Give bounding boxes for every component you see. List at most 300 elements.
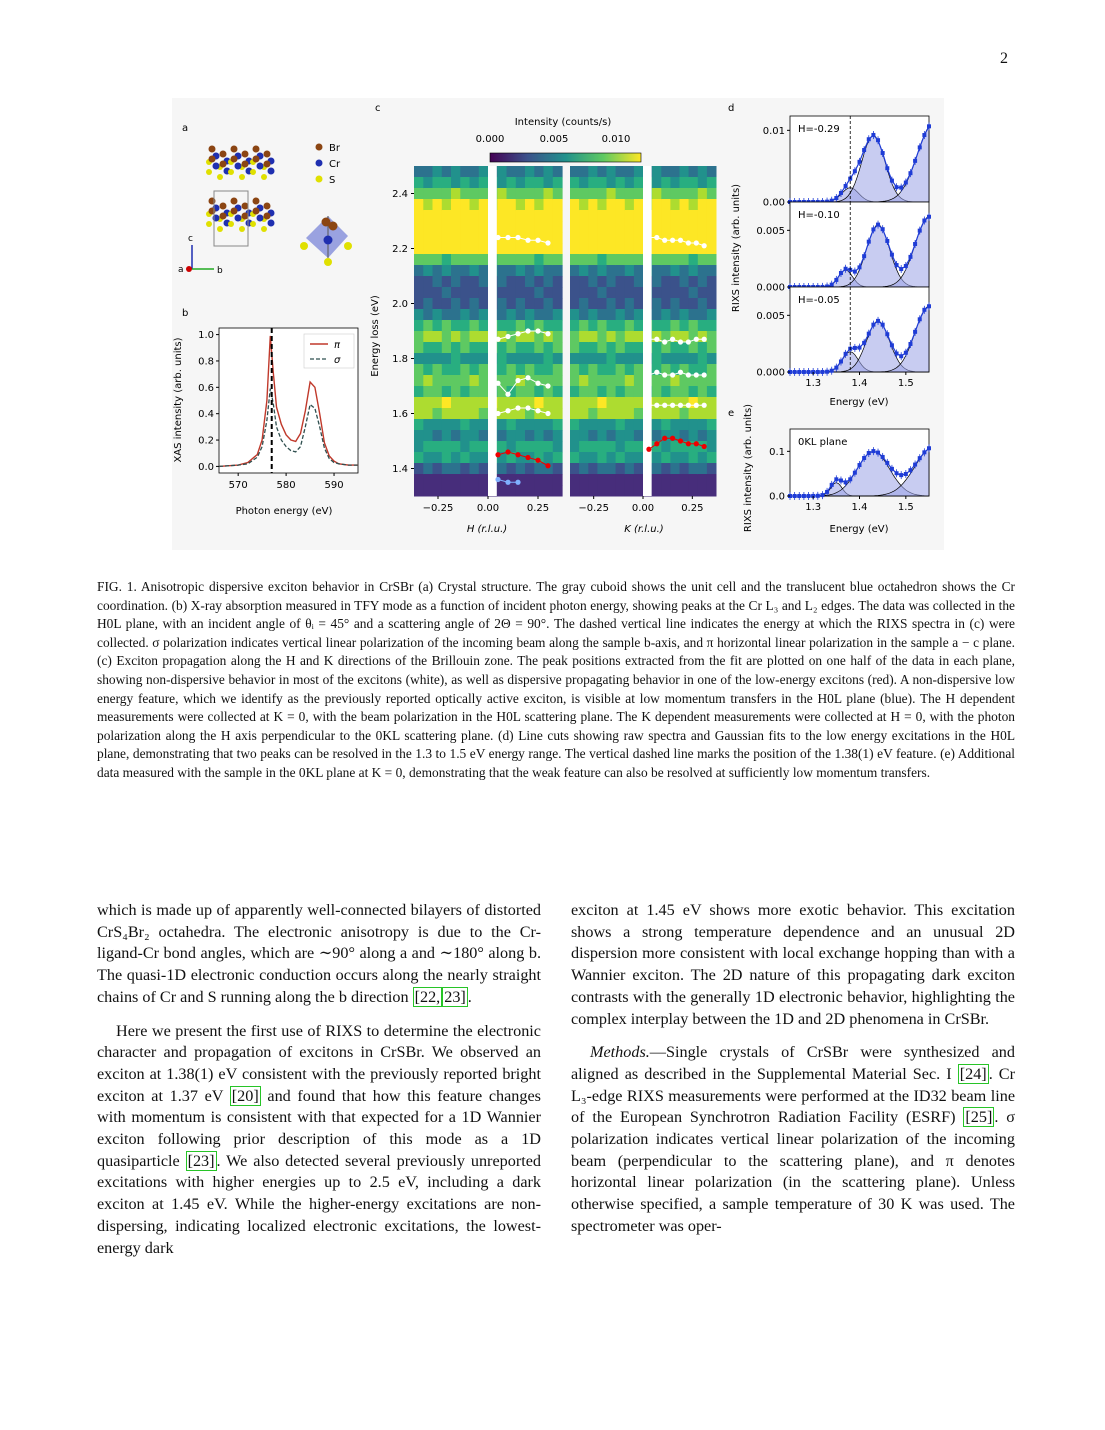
ref-20-link[interactable]: [20] <box>231 1086 259 1105</box>
heatmap-cell <box>616 419 626 431</box>
heatmap-cell <box>625 166 635 178</box>
linecut-3-data-point <box>807 370 811 374</box>
heatmap-cell <box>470 243 480 255</box>
heatmap-cell <box>534 188 544 200</box>
heatmap-cell <box>597 276 607 288</box>
br-atom <box>253 146 260 153</box>
heatmap-cell <box>680 474 690 486</box>
heatmap-cell <box>534 474 544 486</box>
white-peak-point <box>654 337 659 342</box>
right-p2-text-c: . σ polarization indicates vertical linear polarization of the incoming beam (perpendicular to the scattering plane), and π denotes horizontal linear polarization (in the scattering plane). Unless otherwise specified, a sample temperature of 30 K was used. The spectrometer was oper- <box>571 1108 1015 1235</box>
heatmap-cell <box>680 452 690 464</box>
white-peak-point <box>505 408 510 413</box>
heatmap-cell <box>423 452 433 464</box>
heatmap-cell <box>470 287 480 299</box>
heatmap-cell <box>707 254 717 266</box>
heatmap-cell <box>689 353 699 365</box>
heatmap-cell <box>616 452 626 464</box>
heatmap-cell <box>707 397 717 409</box>
heatmap-cell <box>607 441 617 453</box>
heatmap-cell <box>698 166 708 178</box>
white-peak-point <box>662 372 667 377</box>
heatmap-cell <box>553 287 563 299</box>
heatmap-cell <box>534 353 544 365</box>
heatmap-cell <box>588 320 598 332</box>
linecut-2-data-point <box>876 223 880 227</box>
left-p2-text-a: Here we present the first use of RIXS to determine the electronic character and propagation of excitons in CrSBr. We observed an exciton at 1.38(1) eV consistent with the previously reported bright exciton at 1.37 eV <box>97 1021 541 1105</box>
heatmap-cell <box>634 375 644 387</box>
heatmap-cell <box>607 419 617 431</box>
linecut-e-data-point <box>839 478 843 482</box>
heatmap-cell <box>414 342 424 354</box>
heatmap-cell <box>661 474 671 486</box>
white-peak-point <box>525 328 530 333</box>
heatmap-cell <box>433 166 443 178</box>
heatmap-cell <box>652 353 662 365</box>
linecut-2-data-point <box>834 278 838 282</box>
heatmap-ytick-label: 2.2 <box>392 244 408 255</box>
heatmap-cell <box>570 408 580 420</box>
white-peak-point <box>646 337 651 342</box>
s-atom <box>228 169 234 175</box>
heatmap-cell <box>544 177 554 189</box>
linecut-e-data-point <box>885 461 889 465</box>
white-peak-point <box>702 337 707 342</box>
heatmap-cell <box>634 287 644 299</box>
red-peak-point <box>702 444 707 449</box>
heatmap-cell <box>661 210 671 222</box>
red-peak-point <box>505 449 510 454</box>
red-peak-point <box>646 447 651 452</box>
heatmap-cell <box>670 386 680 398</box>
heatmap-cell <box>479 474 489 486</box>
heatmap-cell <box>588 309 598 321</box>
heatmap-cell <box>507 188 517 200</box>
linecut-1-data-point <box>853 169 857 173</box>
xas-xtick-label: 570 <box>228 480 248 491</box>
heatmap-cell <box>579 320 589 332</box>
heatmap-cell <box>479 276 489 288</box>
heatmap-cell <box>661 177 671 189</box>
heatmap-cell <box>451 221 461 233</box>
heatmap-cell <box>451 452 461 464</box>
heatmap-cell <box>707 485 717 497</box>
heatmap-cell <box>616 199 626 211</box>
heatmap-cell <box>423 221 433 233</box>
heatmap-cell <box>479 485 489 497</box>
heatmap-cell <box>588 298 598 310</box>
panel-label-b: b <box>182 308 189 319</box>
heatmap-cell <box>698 386 708 398</box>
white-peak-point <box>525 405 530 410</box>
heatmap-cell <box>553 463 563 475</box>
heatmap-cell <box>607 309 617 321</box>
s-atom <box>217 226 223 232</box>
xas-legend-sigma: σ <box>334 355 341 366</box>
heatmap-cell <box>507 353 517 365</box>
heatmap-cell <box>588 485 598 497</box>
heatmap-cell <box>680 386 690 398</box>
heatmap-cell <box>507 364 517 376</box>
heatmap-cell <box>414 375 424 387</box>
heatmap-cell <box>616 386 626 398</box>
heatmap-cell <box>460 419 470 431</box>
heatmap-cell <box>616 485 626 497</box>
heatmap-cell <box>553 265 563 277</box>
heatmap-ytick-label: 1.4 <box>392 464 408 475</box>
heatmap-cell <box>689 210 699 222</box>
heatmap-cell <box>497 199 507 211</box>
heatmap-cell <box>570 166 580 178</box>
heatmap-cell <box>689 452 699 464</box>
heatmap-cell <box>507 287 517 299</box>
heatmap-cell <box>634 243 644 255</box>
heatmap-cell <box>588 419 598 431</box>
heatmap-cell <box>516 276 526 288</box>
linecut-3-data-point <box>918 317 922 321</box>
heatmap-cell <box>579 265 589 277</box>
red-peak-point <box>678 438 683 443</box>
heatmap-cell <box>661 452 671 464</box>
linecut-2-data-point <box>844 267 848 271</box>
heatmap-cell <box>607 298 617 310</box>
heatmap-cell <box>442 419 452 431</box>
linecut-2-data-point <box>904 264 908 268</box>
heatmap-cell <box>553 243 563 255</box>
heatmap-cell <box>698 188 708 200</box>
heatmap-cell <box>470 298 480 310</box>
xas-ytick-label: 0.6 <box>198 382 214 394</box>
heatmap-cell <box>579 243 589 255</box>
heatmap-cell <box>433 331 443 343</box>
heatmap-cell <box>525 188 535 200</box>
heatmap-cell <box>451 166 461 178</box>
linecut-2-data-point <box>862 254 866 258</box>
heatmap-cell <box>516 485 526 497</box>
heatmap-cell <box>670 419 680 431</box>
left-p1-text: which is made up of apparently well-connected bilayers of distorted CrS₄Br₂ octahedra. The electronic anisotropy is due to the Cr-ligand-Cr bond angles, which are ∼90° along a and ∼180° along b. The quasi-1D electronic conduction occurs along the nearly straight chains of Cr and S running along the b direction <box>97 901 541 1006</box>
linecut-e-ytick-label: 0.0 <box>769 491 785 503</box>
white-peak-point <box>670 337 675 342</box>
heatmap-cell <box>625 188 635 200</box>
white-peak-point <box>670 403 675 408</box>
white-peak-point <box>646 235 651 240</box>
heatmap-cell <box>553 177 563 189</box>
heatmap-cell <box>607 276 617 288</box>
heatmap-cell <box>516 177 526 189</box>
heatmap-cell <box>661 386 671 398</box>
heatmap-cell <box>516 188 526 200</box>
heatmap-cell <box>479 298 489 310</box>
heatmap-cell <box>553 342 563 354</box>
linecut-1-data-point <box>844 184 848 188</box>
linecut-e-data-point <box>908 468 912 472</box>
heatmap-cell <box>470 364 480 376</box>
heatmap-cell <box>423 265 433 277</box>
white-peak-point <box>505 392 510 397</box>
linecut-2-data-point <box>922 219 926 223</box>
heatmap-cell <box>634 452 644 464</box>
heatmap-cell <box>544 166 554 178</box>
heatmap-cell <box>625 463 635 475</box>
heatmap-cell <box>544 221 554 233</box>
heatmap-cell <box>497 463 507 475</box>
heatmap-cell <box>616 210 626 222</box>
heatmap-cell <box>470 430 480 442</box>
heatmap-cell <box>544 254 554 266</box>
heatmap-cell <box>588 276 598 288</box>
heatmap-cell <box>698 408 708 420</box>
linecut-e-data-point <box>802 494 806 498</box>
heatmap-cell <box>516 463 526 475</box>
heatmap-cell <box>451 364 461 376</box>
heatmap-cell <box>597 287 607 299</box>
panel-label-a: a <box>182 123 189 134</box>
heatmap-cell <box>616 430 626 442</box>
heatmap-cell <box>460 287 470 299</box>
heatmap-cell <box>525 309 535 321</box>
cr-atom <box>257 215 264 222</box>
heatmap-cell <box>652 430 662 442</box>
heatmap-cell <box>433 474 443 486</box>
heatmap-cell <box>634 364 644 376</box>
heatmap-cell <box>670 254 680 266</box>
heatmap-cell <box>607 243 617 255</box>
heatmap-cell <box>451 375 461 387</box>
heatmap-cell <box>570 199 580 211</box>
heatmap-cell <box>544 188 554 200</box>
heatmap-cell <box>479 364 489 376</box>
heatmap-cell <box>451 254 461 266</box>
heatmap-cell <box>698 309 708 321</box>
heatmap-cell <box>433 188 443 200</box>
heatmap-cell <box>433 452 443 464</box>
heatmap-cell <box>414 408 424 420</box>
heatmap-cell <box>579 210 589 222</box>
heatmap-cell <box>698 452 708 464</box>
ref-24-link[interactable]: [24] <box>959 1064 987 1083</box>
heatmap-cell <box>433 353 443 365</box>
heatmap-cell <box>607 364 617 376</box>
heatmap-cell <box>451 320 461 332</box>
ref-22-link[interactable]: [22, <box>414 987 441 1006</box>
heatmap-cell <box>479 397 489 409</box>
heatmap-cell <box>607 188 617 200</box>
linecut-2-data-point <box>867 240 871 244</box>
heatmap-cell <box>570 254 580 266</box>
heatmap-cell <box>707 375 717 387</box>
heatmap-cell <box>497 287 507 299</box>
linecut-e-data-point <box>913 463 917 467</box>
heatmap-cell <box>479 342 489 354</box>
heatmap-cell <box>607 452 617 464</box>
heatmap-cell <box>597 419 607 431</box>
ref-23b-link[interactable]: [23] <box>187 1151 215 1170</box>
heatmap-cell <box>634 408 644 420</box>
heatmap-cell <box>553 199 563 211</box>
s-atom <box>261 226 267 232</box>
heatmap-cell <box>460 177 470 189</box>
heatmap-cell <box>433 485 443 497</box>
panel-label-e: e <box>728 408 735 419</box>
white-peak-point <box>646 372 651 377</box>
heatmap-cell <box>507 210 517 222</box>
heatmap-cell <box>670 320 680 332</box>
heatmap-cell <box>634 386 644 398</box>
heatmap-cell <box>680 265 690 277</box>
heatmap-cell <box>460 375 470 387</box>
heatmap-cell <box>544 485 554 497</box>
blue-peak-point <box>515 480 520 485</box>
heatmap-cell <box>460 397 470 409</box>
heatmap-cell <box>479 243 489 255</box>
heatmap-cell <box>553 441 563 453</box>
heatmap-cell <box>442 265 452 277</box>
heatmap-cell <box>544 353 554 365</box>
s-atom <box>250 169 256 175</box>
heatmap-cell <box>597 364 607 376</box>
heatmap-cell <box>433 210 443 222</box>
heatmap-cell <box>661 276 671 288</box>
linecut-e-data-point <box>820 493 824 497</box>
linecut-3-data-point <box>797 370 801 374</box>
linecut-e-data-point <box>927 446 931 450</box>
heatmap-cell <box>451 232 461 244</box>
linecut-1-data-point <box>885 166 889 170</box>
heatmap-cell <box>707 320 717 332</box>
heatmap-cell <box>607 221 617 233</box>
heatmap-cell <box>525 419 535 431</box>
heatmap-cell <box>570 276 580 288</box>
heatmap-cell <box>588 221 598 233</box>
heatmap-cell <box>588 452 598 464</box>
heatmap-cell <box>433 276 443 288</box>
heatmap-cell <box>588 430 598 442</box>
heatmap-cell <box>625 232 635 244</box>
heatmap-cell <box>661 320 671 332</box>
red-peak-point <box>545 463 550 468</box>
linecut-1-data-point <box>871 133 875 137</box>
heatmap-cell <box>497 188 507 200</box>
heatmap-cell <box>689 177 699 189</box>
linecut-3-xtick-label: 1.4 <box>851 378 868 389</box>
linecut-e-data-point <box>899 473 903 477</box>
heatmap-cell <box>680 287 690 299</box>
heatmap-cell <box>625 287 635 299</box>
heatmap-cell <box>625 276 635 288</box>
heatmap-cell <box>661 287 671 299</box>
linecut-e-data-point <box>858 463 862 467</box>
heatmap-cell <box>652 342 662 354</box>
white-peak-point <box>654 370 659 375</box>
br-atom <box>264 161 271 168</box>
heatmap-cell <box>516 199 526 211</box>
heatmap-cell <box>597 210 607 222</box>
heatmap-cell <box>433 441 443 453</box>
heatmap-cell <box>423 441 433 453</box>
br-atom <box>253 156 260 163</box>
heatmap-cell <box>507 199 517 211</box>
heatmap-cell <box>525 177 535 189</box>
heatmap-cell <box>470 254 480 266</box>
heatmap-cell <box>579 177 589 189</box>
heatmap-cell <box>579 364 589 376</box>
linecut-3-ytick-label: 0.005 <box>756 310 785 322</box>
heatmap-cell <box>414 276 424 288</box>
heatmap-cell <box>423 353 433 365</box>
linecut-3-data-point <box>820 370 824 374</box>
heatmap-cell <box>607 331 617 343</box>
linecut-2-data-point <box>885 239 889 243</box>
linecut-e-data-point <box>904 472 908 476</box>
linecut-1-ytick-label: 0.01 <box>762 125 785 137</box>
heatmap-cell <box>470 331 480 343</box>
white-peak-point <box>515 235 520 240</box>
white-peak-point <box>678 403 683 408</box>
heatmap-cell <box>634 298 644 310</box>
colorbar-tick-2: 0.010 <box>601 134 631 145</box>
heatmap-cell <box>634 309 644 321</box>
heatmap-cell <box>579 386 589 398</box>
heatmap-cell <box>625 265 635 277</box>
heatmap-cell <box>680 298 690 310</box>
heatmap-cell <box>451 419 461 431</box>
linecut-1-data-point <box>876 138 880 142</box>
heatmap-cell <box>451 276 461 288</box>
linecut-3-data-point <box>862 341 866 345</box>
heatmap-cell <box>525 474 535 486</box>
heatmap-cell <box>707 463 717 475</box>
linecut-e-data-point <box>825 490 829 494</box>
heatmap-cell <box>479 463 489 475</box>
heatmap-cell <box>433 254 443 266</box>
heatmap-cell <box>470 232 480 244</box>
heatmap-cell <box>451 188 461 200</box>
heatmap-cell <box>579 331 589 343</box>
heatmap-cell <box>433 221 443 233</box>
br-atom <box>220 203 227 210</box>
heatmap-cell <box>534 210 544 222</box>
heatmap-cell <box>698 298 708 310</box>
heatmap-cell <box>579 221 589 233</box>
heatmap-cell <box>460 331 470 343</box>
heatmap-cell <box>414 364 424 376</box>
heatmap-cell <box>423 254 433 266</box>
heatmap-cell <box>414 463 424 475</box>
heatmap-gap <box>643 166 652 496</box>
heatmap-cell <box>423 210 433 222</box>
heatmap-cell <box>570 331 580 343</box>
heatmap-cell <box>680 353 690 365</box>
heatmap-cell <box>597 320 607 332</box>
heatmap-cell <box>698 232 708 244</box>
heatmap-cell <box>433 320 443 332</box>
right-paragraph-1: exciton at 1.45 eV shows more exotic behavior. This excitation shows a strong temperature dependence and an unusual 2D dispersion more consistent with local exchange hopping than with a Wannier exciton. The 2D nature of this propagating dark exciton contrasts with the generally 1D electronic behavior, highlighting the complex interplay between the 1D and 2D phenomena in CrSBr. <box>571 901 1015 1028</box>
red-peak-point <box>694 441 699 446</box>
figure-1 <box>172 98 944 550</box>
linecut-1-data-point <box>862 148 866 152</box>
heatmap-cell <box>507 177 517 189</box>
heatmap-cell <box>597 166 607 178</box>
heatmap-cell <box>497 276 507 288</box>
heatmap-cell <box>597 188 607 200</box>
heatmap-cell <box>625 210 635 222</box>
linecut-e-data-point <box>834 477 838 481</box>
cr-atom <box>257 163 264 170</box>
heatmap-cell <box>570 221 580 233</box>
ref-25-link[interactable]: [25] <box>965 1108 993 1127</box>
ref-23-link[interactable]: 23] <box>444 987 466 1006</box>
